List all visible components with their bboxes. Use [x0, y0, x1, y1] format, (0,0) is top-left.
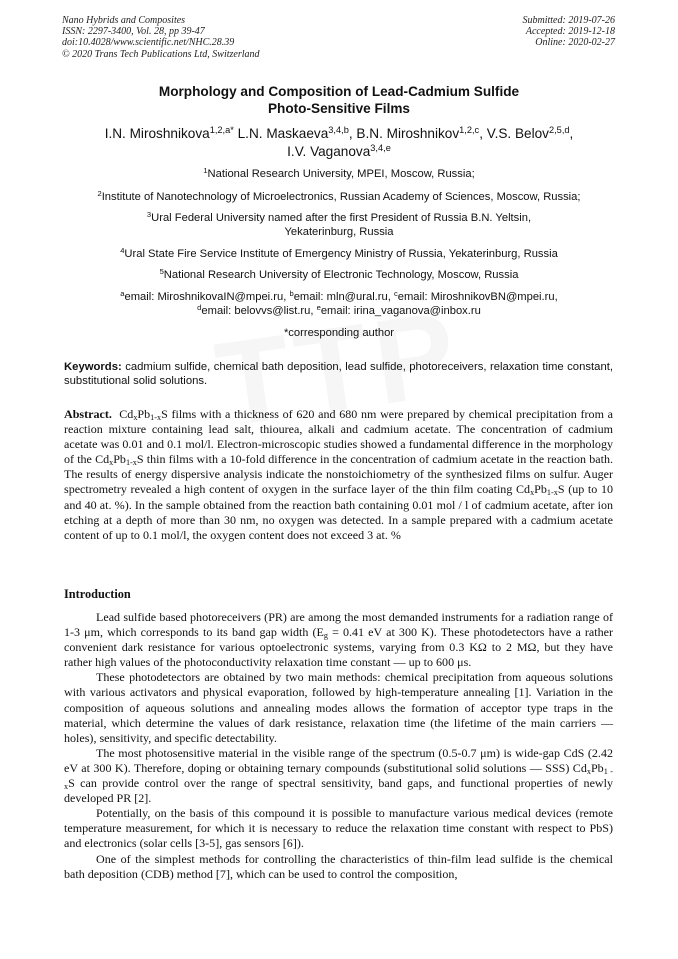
- email-address[interactable]: email: MiroshnikovaIN@mpei.ru,: [124, 291, 290, 303]
- author-name: B.N. Miroshnikov: [356, 126, 460, 141]
- paragraph-text: S can provide control over the range of spectral sensitivity, band gaps, and functional properties of newly developed PR [2].: [64, 776, 613, 806]
- abstract-text: Pb: [534, 482, 547, 497]
- author-marks: 1,2,c: [459, 124, 480, 135]
- affiliation-4: [60, 247, 618, 261]
- affiliation-number: 4: [120, 245, 125, 255]
- abstract-label: Abstract.: [64, 407, 112, 421]
- paragraph: [64, 746, 613, 806]
- author-name: L.N. Maskaeva: [237, 126, 329, 141]
- section-heading-introduction: Introduction: [64, 587, 131, 601]
- paragraph: One of the simplest methods for controlling the characteristics of thin-film lead sulfide is the chemical bath deposition (CDB) method [7], which can be used to control the composition,: [64, 851, 613, 881]
- abstract-sub: x: [109, 458, 114, 468]
- accepted-date: Accepted: 2019-12-18: [525, 26, 615, 38]
- email-address[interactable]: email: belovvs@list.ru,: [201, 305, 317, 317]
- email-address[interactable]: email: irina_vaganova@inbox.ru: [320, 305, 481, 317]
- doi-line[interactable]: doi:10.4028/www.scientific.net/NHC.28.39: [62, 37, 235, 49]
- affiliation-number: 3: [146, 209, 152, 219]
- paragraph-text: = 0.41 eV at 300 K). These photodetectors have a rather convenient dark resistance for various optoelectronic systems, varying from 0.3 KΩ to 2 MΩ, but they have rather high values of the photoconductivity relaxation time constant — up to 600 μs.: [64, 625, 613, 670]
- paragraph: These photodetectors are obtained by two main methods: chemical precipitation from aqueous solutions with various activators and physical evaporation, followed by high-temperature annealing [1]. Variation in the composition of aqueous solutions and annealing modes allows the formation of acceptor type traps in the material, which determine the values of dark resistance, relaxation time (the lifetime of the main carriers — holes), sensitivity, and specific detectability.: [64, 670, 613, 745]
- author-sep: ,: [569, 126, 574, 141]
- paper-title: [60, 83, 618, 117]
- affiliation-1: [60, 167, 618, 181]
- email-mark: c: [393, 288, 398, 298]
- title-line-1: Morphology and Composition of Lead-Cadmium Sulfide: [158, 84, 520, 99]
- submitted-date: Submitted: 2019-07-26: [522, 15, 615, 26]
- issn-line: ISSN: 2297-3400, Vol. 28, pp 39-47: [62, 26, 205, 38]
- author-sep: ,: [479, 126, 487, 141]
- author-sep: ,: [348, 126, 357, 141]
- abstract-text: S (up to 10 and 40 at. %). In the sample obtained from the reaction bath containing 0.01 mol / l of cadmium acetate, after ion etching at a depth of more than 30 nm, no oxygen was detected. In a sample prepared with a cadmium acetate content of up to 0.1 mol/l, the oxygen content does not exceed 3 at. %: [64, 482, 613, 542]
- affiliation-text: Ural Federal University named after the first President of Russia B.N. Yeltsin,: [151, 212, 532, 224]
- abstract-sub: x: [530, 488, 535, 498]
- paragraph-sub: 1 - x: [64, 766, 613, 792]
- affiliation-text: National Research University of Electronic Technology, Moscow, Russia: [163, 269, 519, 281]
- email-address[interactable]: email: MiroshnikovBN@mpei.ru,: [397, 291, 558, 303]
- corresponding-author-note: *corresponding author: [283, 327, 395, 339]
- affiliation-text: Yekaterinburg, Russia: [284, 226, 394, 238]
- keywords-block: [64, 360, 613, 388]
- abstract-sub: 1-x: [125, 458, 137, 468]
- paragraph: Potentially, on the basis of this compound it is possible to manufacture various medical devices (remote temperature measurement, for which it is necessary to reduce the relaxation time constant with respect to PbS) and electronics (solar cells [3-5], gas sensors [6]).: [64, 806, 613, 851]
- author-name: I.V. Vaganova: [287, 144, 371, 159]
- email-list: [60, 290, 618, 318]
- abstract-text: S thin films with a 10-fold difference in the concentration of cadmium acetate in the reaction bath. The results of energy dispersive analysis indicate the nonstoichiometry of the synthesized films on sulfur. Auger spectrometry revealed a high content of oxygen in the surface layer of the thin film coating Cd: [64, 452, 613, 497]
- online-date: Online: 2020-02-27: [535, 37, 615, 49]
- affiliation-text: Institute of Nanotechnology of Microelectronics, Russian Academy of Sciences, Moscow, Russia;: [101, 191, 581, 203]
- abstract-sub: x: [133, 413, 138, 423]
- submission-dates: [523, 15, 616, 49]
- affiliation-text: Ural State Fire Service Institute of Emergency Ministry of Russia, Yekaterinburg, Russia: [124, 248, 558, 260]
- keywords-label: Keywords:: [64, 361, 122, 373]
- keywords-text: cadmium sulfide, chemical bath deposition, lead sulfide, photoreceivers, relaxation time constant, substitutional solid solutions.: [64, 361, 613, 387]
- abstract-text: Pb: [113, 452, 126, 467]
- abstract-sub: 1-x: [150, 413, 162, 423]
- email-mark: a: [120, 288, 125, 298]
- abstract-block: [64, 407, 613, 543]
- email-mark: d: [197, 302, 202, 312]
- paragraph: [64, 610, 613, 670]
- author-marks: 1,2,a*: [209, 124, 234, 135]
- author-name: I.N. Miroshnikova: [104, 126, 210, 141]
- email-mark: b: [289, 288, 294, 298]
- title-line-2: Photo-Sensitive Films: [267, 101, 410, 116]
- paragraph-sub: g: [323, 631, 328, 641]
- abstract-text: Pb: [137, 407, 151, 421]
- journal-name: Nano Hybrids and Composites: [62, 15, 186, 26]
- author-name: V.S. Belov: [486, 126, 549, 141]
- copyright-line: © 2020 Trans Tech Publications Ltd, Switzerland: [62, 48, 260, 60]
- introduction-body: [64, 610, 613, 882]
- journal-info: [62, 15, 260, 60]
- abstract-sub: 1-x: [546, 488, 558, 498]
- paragraph-text: Pb: [590, 760, 604, 775]
- affiliation-number: 2: [97, 188, 102, 198]
- email-mark: e: [316, 302, 321, 312]
- affiliation-2: [60, 190, 618, 204]
- affiliation-5: [60, 268, 618, 282]
- affiliation-3: [60, 211, 618, 239]
- affiliation-text: National Research University, MPEI, Moscow, Russia;: [207, 168, 475, 180]
- paragraph-text: Lead sulfide based photoreceivers (PR) are among the most demanded instruments for a radiation range of 1-3 μm, which corresponds to its band gap width (E: [64, 610, 613, 640]
- author-marks: 3,4,b: [328, 124, 349, 135]
- paragraph-sub: x: [586, 766, 591, 776]
- abstract-text: S films with a thickness of 620 and 680 nm were prepared by chemical precipitation from a reaction mixture containing lead salt, thiourea, alkali and cadmium acetate. The concentration of cadmium acetate was 0.01 and 0.1 mol/l. Electron-microscopic studies showed a fundamental difference in the morphology of the Cd: [64, 407, 613, 467]
- author-marks: 2,5,d: [548, 124, 570, 135]
- email-address[interactable]: email: mln@ural.ru,: [293, 291, 394, 303]
- author-marks: 3,4,e: [370, 142, 391, 153]
- abstract-text: Cd: [119, 407, 134, 421]
- affiliation-number: 1: [203, 165, 208, 175]
- affiliation-number: 5: [159, 266, 164, 276]
- paragraph-text: The most photosensitive material in the visible range of the spectrum (0.5-0.7 μm) is wide-gap CdS (2.42 eV at 300 K). Therefore, doping or obtaining ternary compounds (substitutional solid solutions — SSS) Cd: [64, 745, 613, 775]
- author-list: [60, 125, 618, 161]
